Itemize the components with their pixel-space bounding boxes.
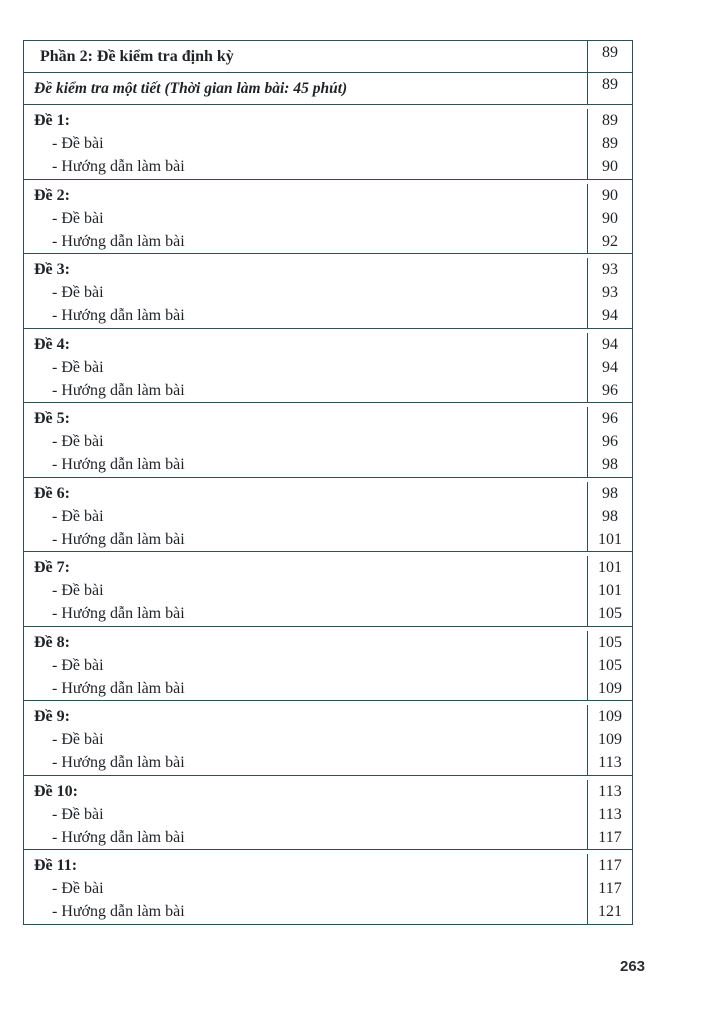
exam-pages [588, 258, 632, 328]
table-of-contents [23, 40, 633, 925]
exam-item-label: - Đề bài [52, 358, 104, 376]
exam-entries [24, 333, 588, 403]
exam-title: Đề 2: [34, 186, 70, 204]
part-heading-row [24, 41, 632, 73]
exam-item-label: - Đề bài [52, 433, 104, 450]
exam-title: Đề 5: [34, 410, 70, 427]
exam-row [24, 180, 632, 255]
exam-item-label: - Hướng dẫn làm bài [52, 605, 185, 622]
exam-title-page: 109 [598, 708, 622, 725]
exam-item-page: 93 [602, 284, 618, 301]
exam-item-label: - Đề bài [52, 507, 104, 525]
exam-entries [24, 631, 588, 701]
exam-title: Đề 7: [34, 559, 70, 576]
exam-pages [588, 333, 632, 403]
exam-item-page: 98 [602, 507, 618, 525]
exam-title-page: 89 [602, 112, 618, 129]
exam-row [24, 552, 632, 627]
exam-entries [24, 184, 588, 254]
exam-entries [24, 780, 588, 850]
exam-title: Đề 11: [34, 857, 78, 874]
exam-pages [588, 854, 632, 924]
exam-item-label: - Đề bài [52, 880, 104, 897]
exam-title: Đề 10: [34, 782, 78, 800]
exam-title-page: 113 [598, 782, 622, 800]
exam-item-label: - Hướng dẫn làm bài [52, 232, 185, 250]
exam-item-page: 113 [598, 805, 622, 823]
section-heading-label: Đề kiểm tra một tiết (Thời gian làm bài: 45 phút) [24, 73, 588, 104]
exam-pages [588, 407, 632, 477]
exam-item-page: 94 [602, 307, 618, 324]
exam-row [24, 403, 632, 478]
exam-title-page: 105 [598, 633, 622, 651]
exam-item-label: - Đề bài [52, 805, 104, 823]
exam-item-page: 101 [598, 582, 622, 599]
exam-item-page: 89 [602, 135, 618, 152]
section-heading-page: 89 [602, 76, 618, 93]
exam-pages [588, 482, 632, 552]
exam-item-label: - Đề bài [52, 284, 104, 301]
exam-entries [24, 482, 588, 552]
exam-item-label: - Đề bài [52, 135, 104, 152]
exam-item-label: - Hướng dẫn làm bài [52, 456, 185, 473]
exam-item-page: 113 [598, 754, 622, 771]
page-number: 263 [620, 958, 646, 975]
exam-pages [588, 631, 632, 701]
exam-item-page: 94 [602, 358, 618, 376]
exam-entries [24, 705, 588, 775]
exam-item-label: - Đề bài [52, 731, 104, 748]
exam-title-page: 94 [602, 335, 618, 353]
exam-item-page: 96 [602, 381, 618, 399]
part-heading-page: 89 [602, 44, 618, 61]
exam-item-page: 101 [598, 530, 622, 548]
exam-item-page: 121 [598, 903, 622, 920]
exam-row [24, 850, 632, 925]
exam-pages [588, 556, 632, 626]
exam-item-page: 105 [598, 656, 622, 674]
exam-pages [588, 780, 632, 850]
exam-title: Đề 8: [34, 633, 70, 651]
exam-entries [24, 407, 588, 477]
exam-item-page: 109 [598, 731, 622, 748]
exam-item-page: 92 [602, 232, 618, 250]
exam-title-page: 98 [602, 484, 618, 502]
exam-pages [588, 184, 632, 254]
exam-entries [24, 854, 588, 924]
exam-title-page: 117 [598, 857, 622, 874]
exam-row [24, 776, 632, 851]
exam-title-page: 93 [602, 261, 618, 278]
exam-title: Đề 4: [34, 335, 70, 353]
exam-item-label: - Hướng dẫn làm bài [52, 828, 185, 846]
exam-item-label: - Đề bài [52, 582, 104, 599]
exam-item-label: - Hướng dẫn làm bài [52, 754, 185, 771]
exam-item-page: 117 [598, 880, 622, 897]
exam-entries [24, 109, 588, 179]
exam-title-page: 101 [598, 559, 622, 576]
exam-item-label: - Hướng dẫn làm bài [52, 381, 185, 399]
exam-title-page: 90 [602, 186, 618, 204]
exam-item-page: 105 [598, 605, 622, 622]
exam-item-label: - Đề bài [52, 656, 104, 674]
exam-item-page: 90 [602, 209, 618, 227]
exam-title: Đề 1: [34, 112, 70, 129]
exam-item-page: 98 [602, 456, 618, 473]
exam-title-page: 96 [602, 410, 618, 427]
part-heading-label: Phần 2: Đề kiểm tra định kỳ [24, 41, 588, 72]
exam-title: Đề 9: [34, 708, 70, 725]
exam-pages [588, 705, 632, 775]
exam-row [24, 701, 632, 776]
exam-row [24, 105, 632, 180]
exam-row [24, 254, 632, 329]
exam-item-page: 90 [602, 158, 618, 175]
exam-item-label: - Hướng dẫn làm bài [52, 307, 185, 324]
exam-item-label: - Hướng dẫn làm bài [52, 158, 185, 175]
exam-item-label: - Hướng dẫn làm bài [52, 903, 185, 920]
exam-item-page: 96 [602, 433, 618, 450]
exam-row [24, 478, 632, 553]
exam-entries [24, 258, 588, 328]
exam-item-page: 117 [598, 828, 622, 846]
exam-title: Đề 6: [34, 484, 70, 502]
exam-item-label: - Đề bài [52, 209, 104, 227]
exam-title: Đề 3: [34, 261, 70, 278]
exam-row [24, 627, 632, 702]
exam-row [24, 329, 632, 404]
exam-item-page: 109 [598, 679, 622, 697]
exam-pages [588, 109, 632, 179]
exam-item-label: - Hướng dẫn làm bài [52, 530, 185, 548]
section-heading-row [24, 73, 632, 105]
exam-entries [24, 556, 588, 626]
exam-item-label: - Hướng dẫn làm bài [52, 679, 185, 697]
